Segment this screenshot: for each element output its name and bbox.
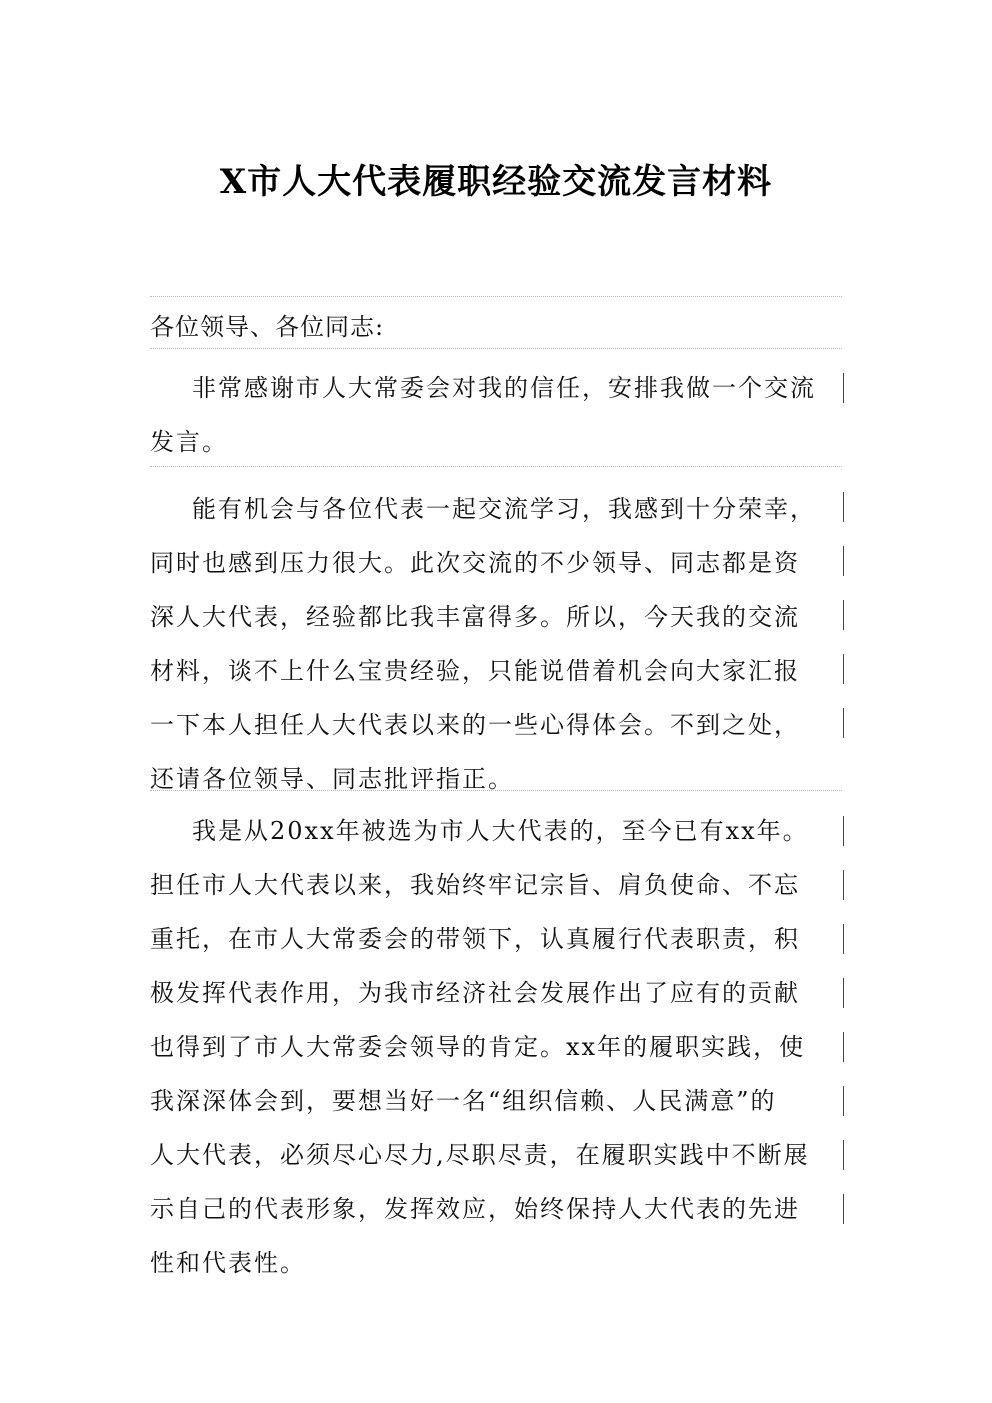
divider: [150, 296, 842, 297]
paragraph-line: 我深深体会到，要想当好一名“组织信赖、人民满意”的: [150, 1087, 777, 1115]
paragraph-line: 同时也感到压力很大。此次交流的不少领导、同志都是资: [150, 549, 800, 577]
paragraph-line: 非常感谢市人大常委会对我的信任，安排我做一个交流: [192, 374, 816, 402]
document-title: X市人大代表履职经验交流发言材料: [219, 162, 773, 202]
paragraph-line: 深人大代表，经验都比我丰富得多。所以，今天我的交流: [150, 603, 800, 631]
paragraph-line: 重托，在市人大常委会的带领下，认真履行代表职责，积: [150, 925, 800, 953]
paragraph: [150, 482, 842, 806]
paragraph-line: 还请各位领导、同志批评指正。: [150, 765, 514, 793]
margin-mark: [843, 708, 844, 738]
margin-mark: [843, 492, 844, 522]
margin-mark: [843, 1032, 844, 1062]
margin-mark: [843, 924, 844, 954]
paragraph-line: 担任市人大代表以来，我始终牢记宗旨、肩负使命、不忘: [150, 871, 800, 899]
margin-mark: [843, 546, 844, 576]
paragraph-line: 发言。: [150, 428, 228, 456]
paragraph: [150, 361, 842, 469]
margin-mark: [843, 816, 844, 846]
paragraph-line: 能有机会与各位代表一起交流学习，我感到十分荣幸，: [192, 495, 816, 523]
margin-mark: [843, 1194, 844, 1224]
divider: [150, 466, 842, 467]
margin-mark: [843, 373, 844, 403]
paragraph-line: 极发挥代表作用，为我市经济社会发展作出了应有的贡献: [150, 979, 800, 1007]
paragraph-line: 材料，谈不上什么宝贵经验，只能说借着机会向大家汇报: [150, 657, 800, 685]
margin-mark: [843, 1140, 844, 1170]
paragraph-line: 性和代表性。: [150, 1249, 306, 1277]
paragraph-line: 示自己的代表形象，发挥效应，始终保持人大代表的先进: [150, 1195, 800, 1223]
salutation: 各位领导、各位同志:: [150, 313, 385, 341]
paragraph-line: 也得到了市人大常委会领导的肯定。xx年的履职实践，使: [150, 1033, 806, 1061]
margin-mark: [843, 870, 844, 900]
paragraph-line: 人大代表，必须尽心尽力,尽职尽责，在履职实践中不断展: [150, 1141, 810, 1169]
margin-mark: [843, 654, 844, 684]
paragraph: [150, 804, 842, 1290]
margin-mark: [843, 600, 844, 630]
paragraph-line: 一下本人担任人大代表以来的一些心得体会。不到之处，: [150, 711, 800, 739]
margin-mark: [843, 978, 844, 1008]
divider: [150, 348, 842, 349]
paragraph-line: 我是从20xx年被选为市人大代表的，至今已有xx年。: [192, 817, 809, 845]
divider: [150, 790, 842, 791]
margin-mark: [843, 1086, 844, 1116]
